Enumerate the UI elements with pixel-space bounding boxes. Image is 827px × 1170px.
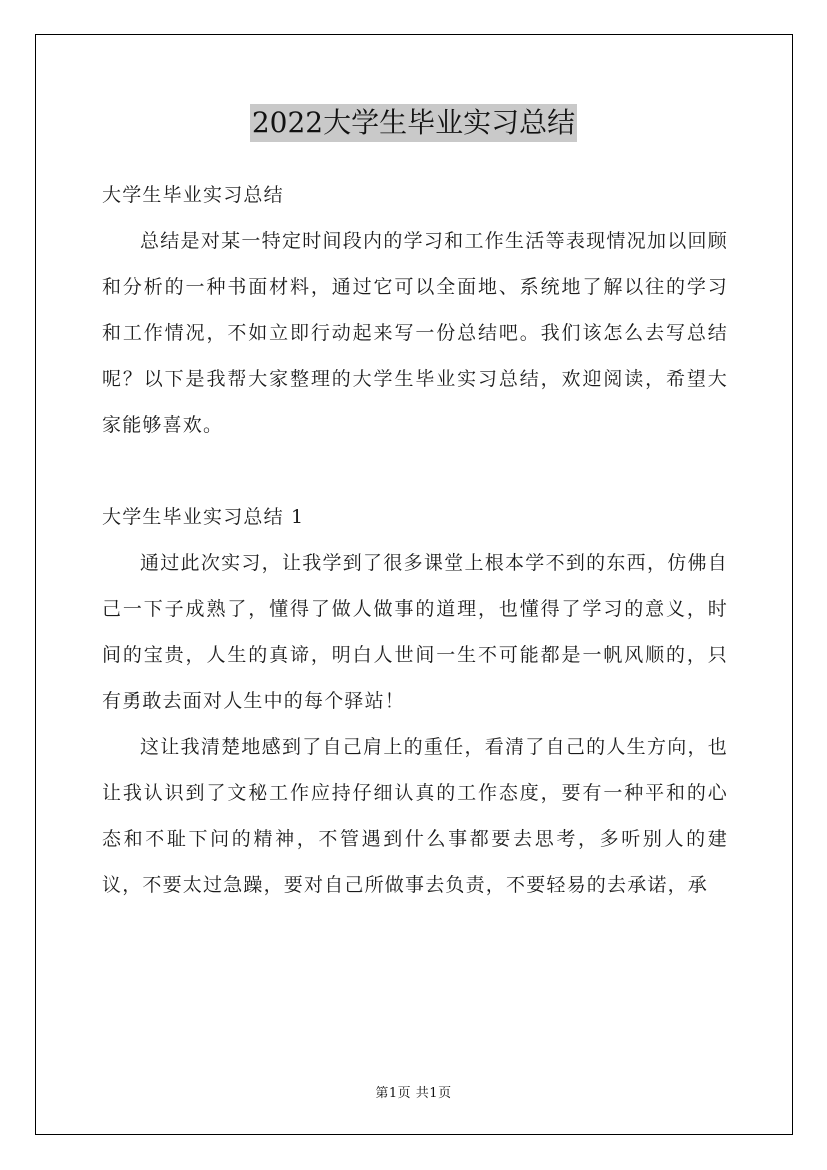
section1-paragraph-1: 通过此次实习，让我学到了很多课堂上根本学不到的东西，仿佛自己一下子成熟了，懂得了做人做事的道理，也懂得了学习的意义，时间的宝贵，人生的真谛，明白人世间一生不可能都是一帆风顺的，只有勇敢去面对人生中的每个驿站！ [102,552,728,712]
document-body [102,172,728,908]
section-heading-intro: 大学生毕业实习总结 [102,184,284,206]
page-footer: 第1页 共1页 [375,1086,452,1101]
title-container [0,104,827,142]
section-spacer [102,448,728,494]
section1-paragraph-2: 这让我清楚地感到了自己肩上的重任，看清了自己的人生方向，也让我认识到了文秘工作应持仔细认真的工作态度，要有一种平和的心态和不耻下问的精神，不管遇到什么事都要去思考，多听别人的建议，不要太过急躁，要对自己所做事去负责，不要轻易的去承诺，承 [102,736,728,896]
document-title: 2022大学生毕业实习总结 [250,104,577,142]
intro-paragraph: 总结是对某一特定时间段内的学习和工作生活等表现情况加以回顾和分析的一种书面材料，通过它可以全面地、系统地了解以往的学习和工作情况，不如立即行动起来写一份总结吧。我们该怎么去写总结呢？以下是我帮大家整理的大学生毕业实习总结，欢迎阅读，希望大家能够喜欢。 [102,230,728,436]
section-heading-1: 大学生毕业实习总结 1 [102,506,305,528]
